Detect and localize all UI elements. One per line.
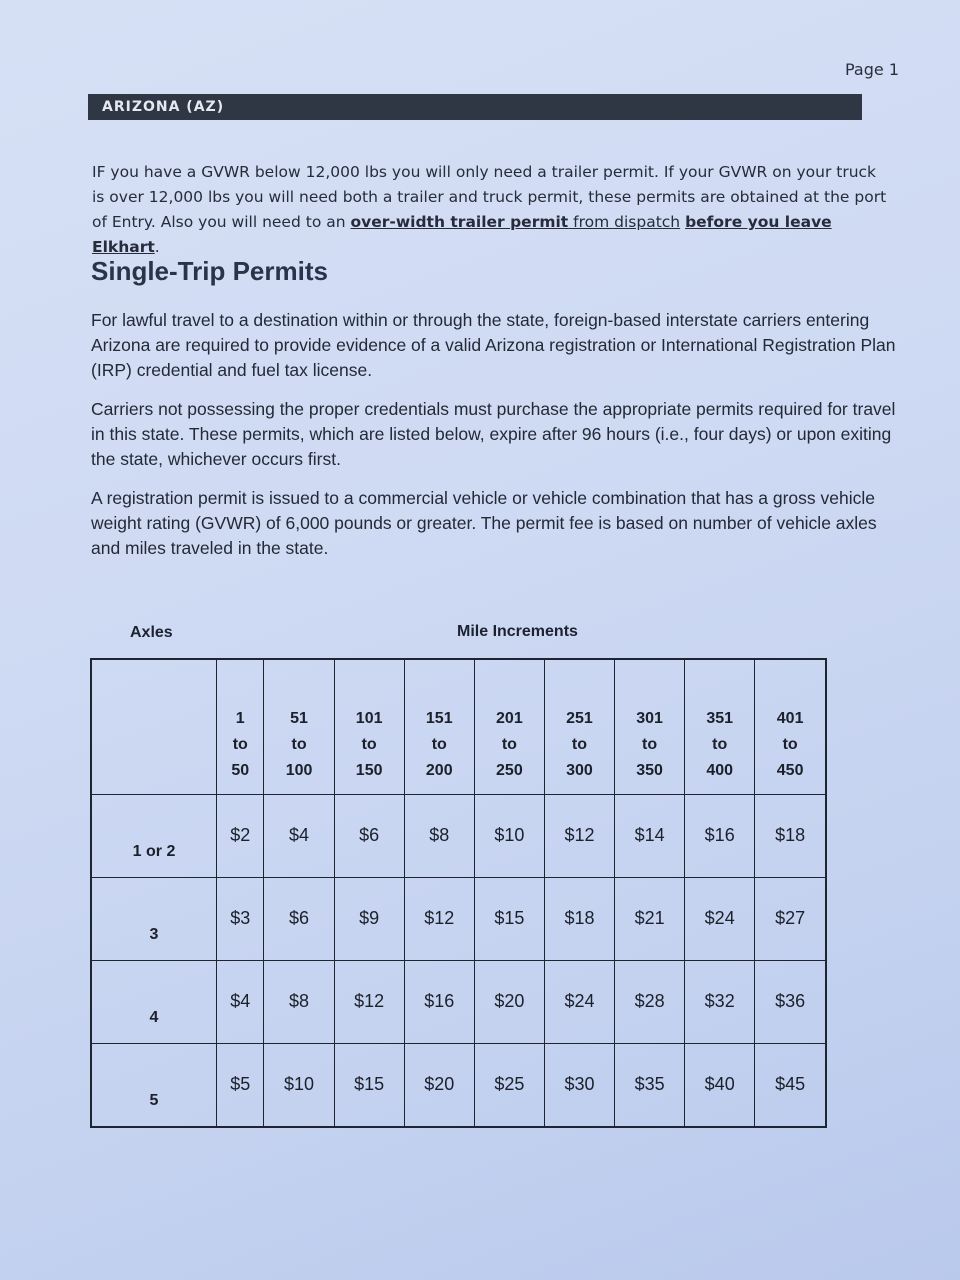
mile-range-line: 101	[355, 710, 383, 727]
mile-range-line: 300	[566, 762, 593, 779]
fee-cell	[474, 961, 544, 1044]
fee-amount: $2	[230, 825, 251, 845]
fee-cell	[685, 795, 755, 878]
axle-count-cell	[91, 1044, 217, 1128]
fee-cell	[544, 878, 614, 961]
mile-range-line: 401	[776, 710, 804, 727]
fee-amount: $27	[775, 908, 806, 928]
mile-range-line: 251	[566, 710, 593, 727]
fee-amount: $9	[359, 908, 380, 928]
fee-amount: $35	[634, 1074, 665, 1094]
axles-column-label: Axles	[130, 624, 173, 641]
fee-cell	[615, 878, 685, 961]
fee-cell	[217, 1044, 264, 1128]
fee-cell	[544, 1044, 614, 1128]
fee-cell	[264, 961, 334, 1044]
fee-cell	[404, 961, 474, 1044]
intro-paragraph	[92, 160, 892, 260]
mile-range-text	[545, 660, 614, 784]
mile-range-line: 100	[285, 762, 313, 779]
axle-count-cell	[91, 878, 217, 961]
fee-amount: $16	[424, 991, 455, 1011]
fee-cell	[404, 878, 474, 961]
mile-range-line: 250	[496, 762, 523, 779]
mile-range-text	[405, 660, 474, 784]
fee-cell	[755, 961, 826, 1044]
mile-range-line: 400	[706, 762, 734, 779]
table-row	[91, 878, 826, 961]
permit-fee-table	[90, 658, 827, 1128]
mile-range-line: 200	[425, 762, 453, 779]
table-row	[91, 961, 826, 1044]
mile-range-text	[335, 660, 404, 784]
fee-amount: $8	[289, 991, 310, 1011]
before-leave-elkhart-link: before you leave Elkhart	[92, 213, 832, 256]
axle-count-cell	[91, 961, 217, 1044]
fee-cell	[755, 1044, 826, 1128]
fee-amount: $5	[230, 1074, 251, 1094]
fee-cell	[264, 1044, 334, 1128]
mile-range-line: to	[291, 736, 307, 753]
over-width-permit-link[interactable]: over-width trailer permit	[350, 213, 569, 231]
state-header-bar: ARIZONA (AZ)	[88, 94, 862, 120]
mile-range-line: to	[571, 736, 588, 753]
mile-range-header	[685, 659, 755, 795]
fee-amount: $24	[564, 991, 595, 1011]
mile-range-line: to	[501, 736, 517, 753]
fee-cell	[217, 878, 264, 961]
fee-amount: $40	[704, 1074, 735, 1094]
fee-amount: $15	[354, 1074, 385, 1094]
fee-amount: $6	[359, 825, 380, 845]
fee-amount: $18	[564, 908, 595, 928]
fee-cell	[615, 961, 685, 1044]
fee-amount: $14	[634, 825, 665, 845]
mile-range-header	[755, 659, 826, 795]
table-row	[91, 795, 826, 878]
fee-amount: $6	[289, 908, 310, 928]
fee-cell	[615, 795, 685, 878]
mile-range-line: 1	[235, 710, 245, 727]
fee-cell	[334, 795, 404, 878]
fee-cell	[264, 795, 334, 878]
mile-range-text	[755, 660, 825, 784]
fee-cell	[544, 961, 614, 1044]
mile-range-header	[404, 659, 474, 795]
fee-amount: $20	[424, 1074, 455, 1094]
paragraph-carriers: Carriers not possessing the proper credentials must purchase the appropriate permits required for travel in this state. These permits, which are listed below, expire after 96 hours (i.e., four days) or upon exiting the state, whichever occurs first.	[91, 399, 896, 469]
fee-amount: $45	[775, 1074, 806, 1094]
mile-range-line: to	[782, 736, 798, 753]
fee-amount: $4	[289, 825, 310, 845]
page-number: Page 1	[845, 60, 899, 79]
fee-amount: $3	[230, 908, 251, 928]
mile-range-line: 201	[496, 710, 523, 727]
fee-amount: $30	[564, 1074, 595, 1094]
mile-range-text	[217, 660, 263, 784]
fee-amount: $12	[424, 908, 455, 928]
fee-cell	[217, 961, 264, 1044]
fee-amount: $4	[230, 991, 251, 1011]
mile-range-text	[615, 660, 684, 784]
mile-range-header	[474, 659, 544, 795]
fee-cell	[474, 795, 544, 878]
fee-amount: $12	[564, 825, 595, 845]
mile-range-line: 151	[425, 710, 453, 727]
fee-amount: $36	[775, 991, 806, 1011]
fee-amount: $21	[634, 908, 665, 928]
fee-amount: $28	[634, 991, 665, 1011]
mile-range-text	[264, 660, 333, 784]
fee-amount: $16	[704, 825, 735, 845]
axle-count-cell	[91, 795, 217, 878]
fee-cell	[474, 878, 544, 961]
mile-range-line: 351	[706, 710, 734, 727]
mile-increments-label: Mile Increments	[457, 623, 578, 640]
fee-cell	[264, 878, 334, 961]
fee-cell	[685, 878, 755, 961]
paragraph-registration-permit: A registration permit is issued to a commercial vehicle or vehicle combination that has a gross vehicle weight rating (GVWR) of 6,000 pounds or greater. The permit fee is based on number of vehicle axles and miles traveled in the state.	[91, 488, 877, 558]
axle-count: 3	[149, 926, 159, 943]
mile-range-line: to	[361, 736, 377, 753]
mile-range-line: to	[712, 736, 728, 753]
fee-amount: $10	[284, 1074, 315, 1094]
mile-range-line: to	[431, 736, 447, 753]
mile-range-line: to	[642, 736, 658, 753]
fee-amount: $32	[704, 991, 735, 1011]
mile-range-line: 301	[636, 710, 663, 727]
fee-cell	[544, 795, 614, 878]
fee-cell	[755, 795, 826, 878]
fee-cell	[755, 878, 826, 961]
fee-amount: $10	[494, 825, 525, 845]
intro-period: .	[154, 238, 160, 256]
fee-amount: $24	[704, 908, 735, 928]
table-row	[91, 1044, 826, 1128]
axle-count: 1 or 2	[132, 843, 176, 860]
fee-cell	[334, 878, 404, 961]
mile-range-line: 50	[231, 762, 250, 779]
mile-range-line: 51	[290, 710, 308, 727]
fee-cell	[685, 1044, 755, 1128]
axle-count: 4	[149, 1009, 159, 1026]
mile-range-line: 350	[636, 762, 663, 779]
mile-range-line: to	[232, 736, 248, 753]
paragraph-lawful-travel: For lawful travel to a destination within or through the state, foreign-based interstate carriers entering Arizona are required to provide evidence of a valid Arizona registration or International Registration Plan (IRP) credential and fuel tax license.	[91, 310, 896, 380]
fee-cell	[404, 795, 474, 878]
fee-amount: $18	[775, 825, 806, 845]
mile-range-header	[544, 659, 614, 795]
intro-text: IF you have a GVWR below 12,000 lbs you will only need a trailer permit. If your GVWR on your truck is over 12,000 lbs you will need both a trailer and truck permit, these permits are obtained at the port of Entry. Also you will need to an	[92, 163, 887, 231]
mile-range-line: 150	[355, 762, 383, 779]
fee-amount: $15	[494, 908, 525, 928]
axle-count: 5	[149, 1092, 159, 1109]
mile-range-header	[615, 659, 685, 795]
fee-cell	[615, 1044, 685, 1128]
mile-range-header	[217, 659, 264, 795]
fee-amount: $8	[429, 825, 450, 845]
fee-amount: $25	[494, 1074, 525, 1094]
mile-range-header	[334, 659, 404, 795]
fee-cell	[217, 795, 264, 878]
table-corner-cell	[91, 659, 217, 795]
mile-range-text	[685, 660, 754, 784]
fee-cell	[474, 1044, 544, 1128]
from-dispatch-text: from dispatch	[568, 213, 681, 231]
fee-amount: $12	[354, 991, 385, 1011]
mile-range-line: 450	[776, 762, 804, 779]
fee-cell	[685, 961, 755, 1044]
table-header-row	[91, 659, 826, 795]
mile-range-text	[475, 660, 544, 784]
fee-amount: $20	[494, 991, 525, 1011]
mile-range-header	[264, 659, 334, 795]
fee-cell	[334, 1044, 404, 1128]
page-title: Single-Trip Permits	[91, 256, 328, 286]
fee-cell	[404, 1044, 474, 1128]
fee-cell	[334, 961, 404, 1044]
